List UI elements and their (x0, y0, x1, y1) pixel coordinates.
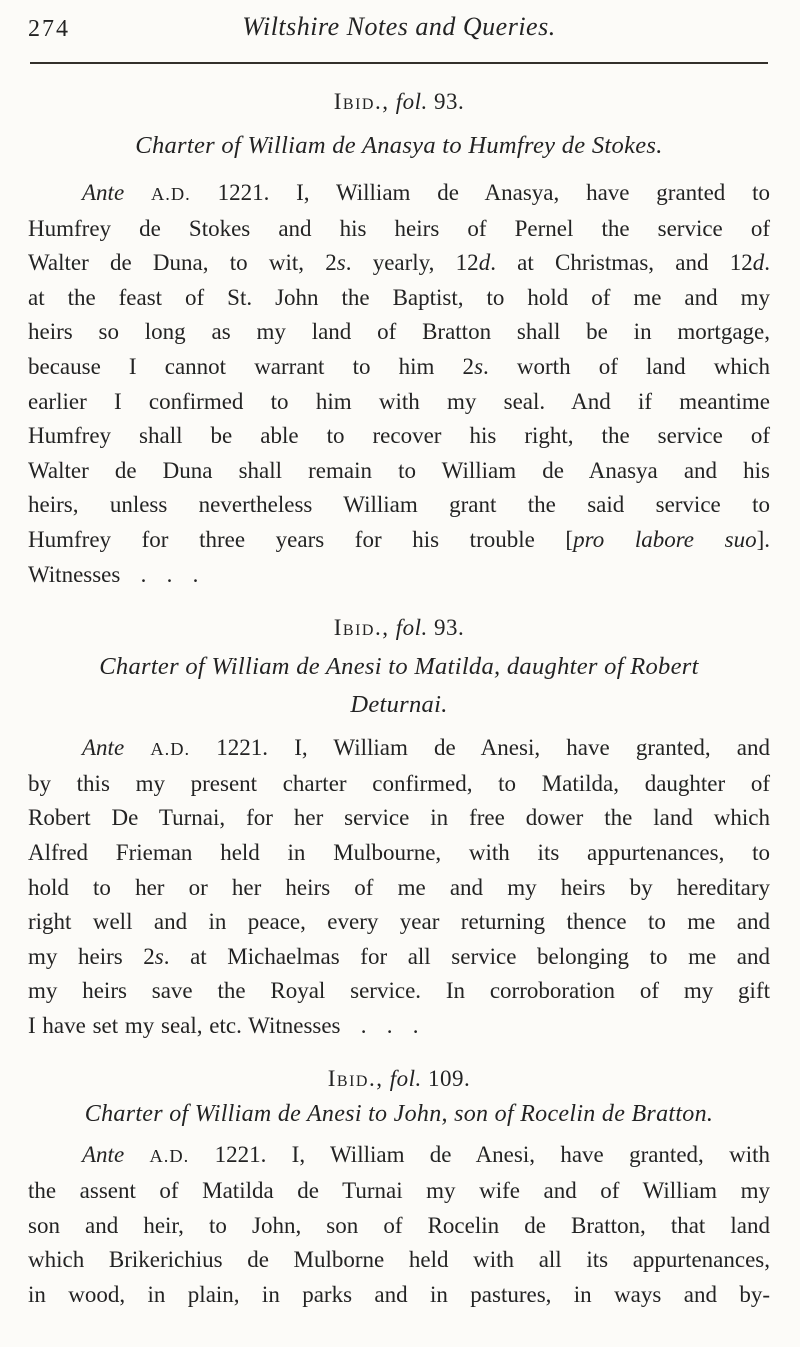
text-line: son and heir, to John, son of Rocelin de Bratton, that land (28, 1212, 770, 1238)
text-line: heirs so long as my land of Bratton shall be in mortgage, (28, 319, 770, 345)
text-line: Ante A.D. 1221. I, William de Anesi, have granted, with (82, 1142, 771, 1168)
text-line: Robert De Turnai, for her service in free dower the land which (28, 805, 770, 831)
text-line: Humfrey for three years for his trouble [pro labore suo]. (28, 526, 771, 552)
text-line: by this my present charter confirmed, to Matilda, daughter of (28, 770, 770, 796)
section-title-line: Charter of William de Anesi to John, son of Rocelin de Bratton. (84, 1101, 714, 1128)
page-number: 274 (28, 16, 70, 42)
text-line: Humfrey de Stokes and his heirs of Pernel the service of (28, 215, 770, 241)
page-header (28, 12, 770, 56)
text-line: Walter de Duna shall remain to William de Anasya and his (28, 457, 770, 483)
section-reference (28, 89, 770, 115)
header-rule (30, 62, 768, 64)
paragraph (28, 176, 770, 592)
text-line: right well and in peace, every year returning thence to me and (28, 909, 770, 935)
ibid-label: Ibid., (327, 1066, 384, 1092)
section (28, 1066, 770, 1312)
text-line: Ante A.D. 1221. I, William de Anesi, have granted, and (82, 735, 770, 761)
text-line: my heirs save the Royal service. In corroboration of my gift (28, 978, 770, 1004)
text-line: earlier I confirmed to him with my seal. And if meantime (28, 388, 770, 414)
section-title (28, 127, 770, 165)
folio-number: 93. (434, 89, 465, 114)
text-line: hold to her or her heirs of me and my heirs by hereditary (28, 874, 770, 900)
text-line: which Brikerichius de Mulborne held with all its appurtenances, (28, 1247, 770, 1273)
text-line: because I cannot warrant to him 2s. worth of land which (28, 353, 770, 379)
section-reference (28, 1066, 770, 1092)
fol-label: fol. (395, 615, 428, 641)
ibid-label: Ibid., (333, 615, 390, 641)
section-title-line: Deturnai. (350, 691, 448, 719)
text-line: Walter de Duna, to wit, 2s. yearly, 12d. at Christmas, and 12d. (28, 250, 771, 276)
folio-number: 109. (428, 1066, 471, 1092)
text-line: my heirs 2s. at Michaelmas for all service belonging to me and (28, 943, 770, 969)
text-line: in wood, in plain, in parks and in pastures, in ways and by- (28, 1281, 770, 1307)
text-line: Ante A.D. 1221. I, William de Anasya, have granted to (82, 180, 770, 205)
paragraph (28, 731, 770, 1043)
section-title (28, 648, 770, 724)
text-line: the assent of Matilda de Turnai my wife and of William my (28, 1178, 770, 1204)
ibid-label: Ibid., (333, 89, 390, 114)
page-content (28, 89, 770, 1312)
section (28, 89, 770, 592)
section-title-line: Charter of William de Anesi to Matilda, daughter of Robert (99, 653, 699, 681)
paragraph (28, 1138, 770, 1312)
text-line: heirs, unless nevertheless William grant the said service to (28, 492, 770, 518)
folio-number: 93. (434, 615, 465, 641)
text-line: Humfrey shall be able to recover his right, the service of (28, 423, 770, 449)
section-reference (28, 615, 770, 641)
running-title: Wiltshire Notes and Queries. (242, 12, 556, 41)
text-line: Alfred Frieman held in Mulbourne, with its appurtenances, to (28, 839, 770, 865)
text-line: Witnesses . . . (28, 561, 199, 587)
text-line: at the feast of St. John the Baptist, to hold of me and my (28, 284, 770, 310)
fol-label: fol. (389, 1066, 422, 1092)
section-title-line: Charter of William de Anasya to Humfrey de Stokes. (135, 132, 663, 159)
fol-label: fol. (395, 89, 428, 114)
section-title (28, 1095, 770, 1133)
text-line: I have set my seal, etc. Witnesses . . . (28, 1012, 419, 1038)
section (28, 615, 770, 1043)
